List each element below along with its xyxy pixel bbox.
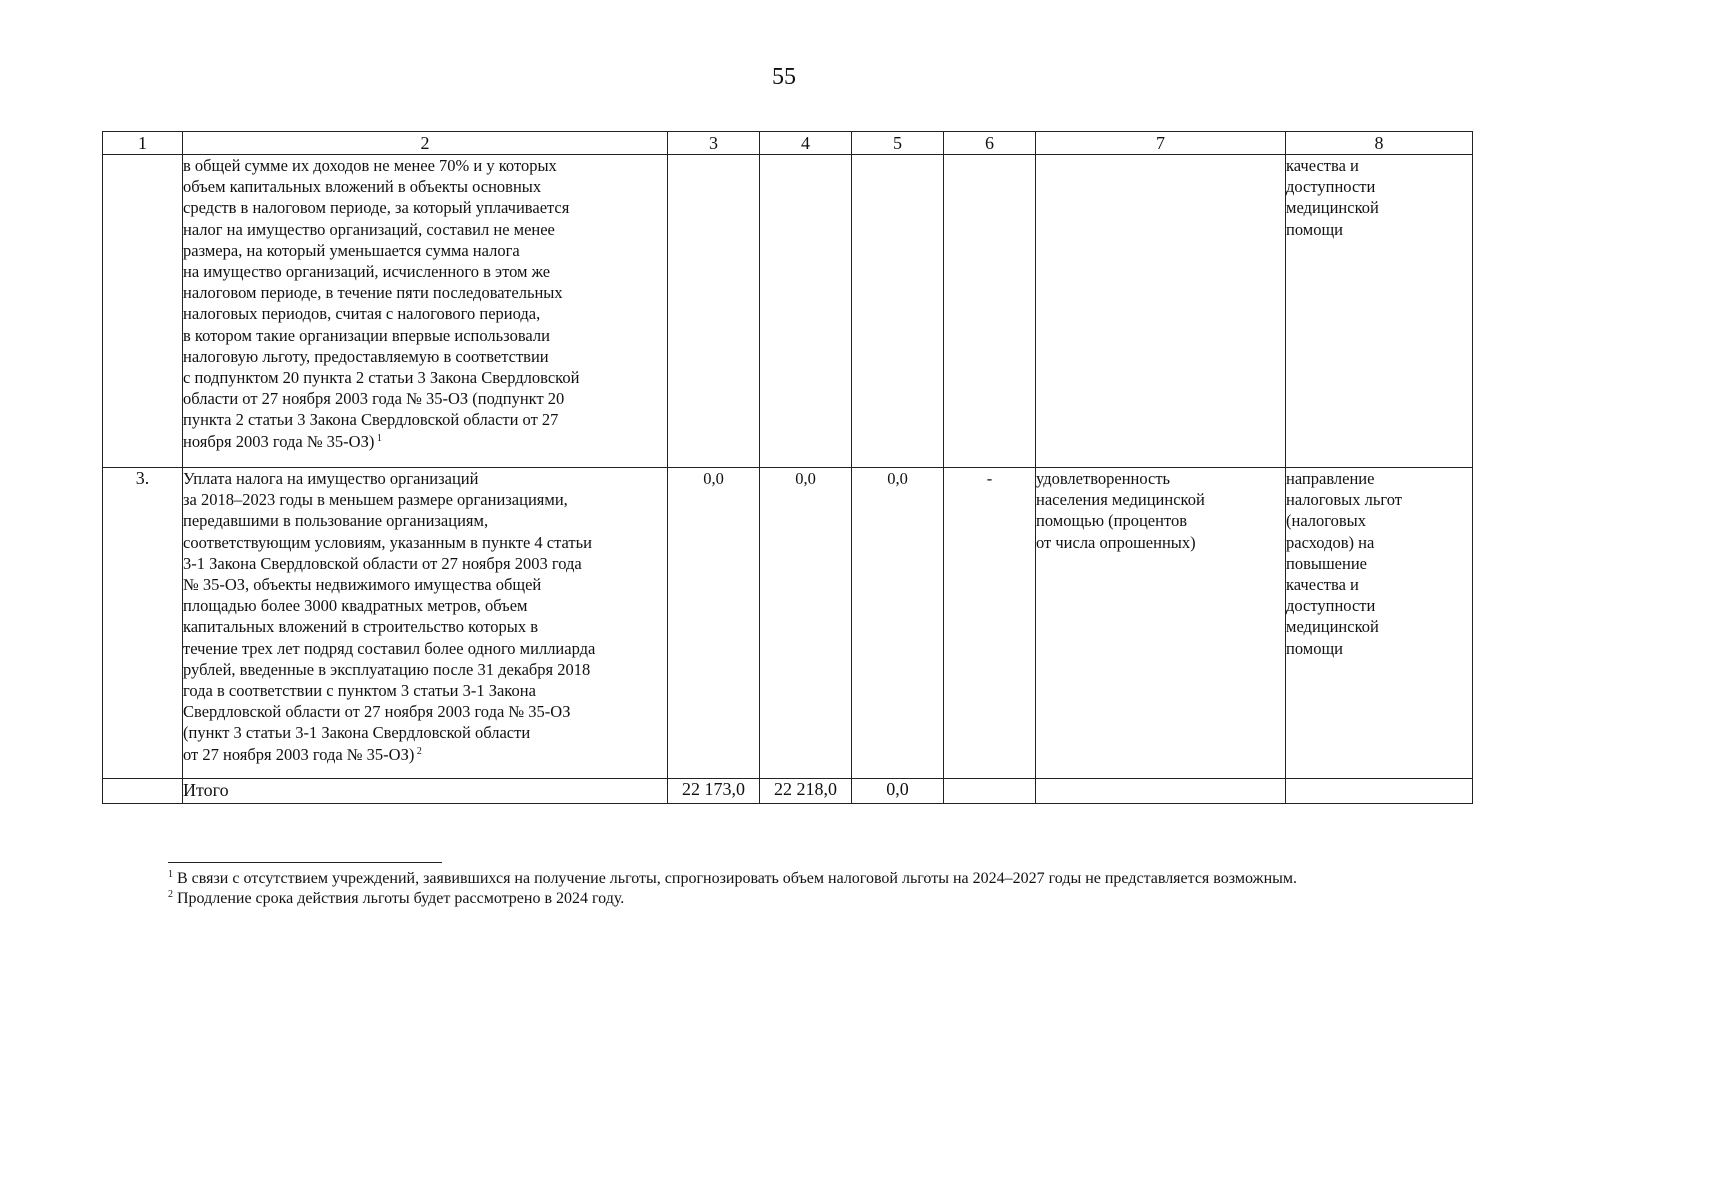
indicator-cell (1036, 468, 1286, 779)
column-number: 4 (760, 132, 852, 155)
footnote-mark: 2 (168, 889, 173, 900)
footnote-text: Продление срока действия льготы будет рассмотрено в 2024 году. (177, 890, 625, 907)
total-value: 22 173,0 (668, 779, 760, 804)
total-empty-cell (944, 779, 1036, 804)
value-cell: 0,0 (852, 468, 944, 779)
text-line: передавшими в пользование организациям, (183, 511, 489, 531)
page-number: 55 (772, 64, 796, 90)
value-cell: - (944, 468, 1036, 779)
text-line: пункта 2 статьи 3 Закона Свердловской области от 27 (183, 410, 559, 430)
value-cell: 0,0 (760, 468, 852, 779)
text-line: за 2018–2023 годы в меньшем размере организациями, (183, 490, 568, 510)
text-line: медицинской (1286, 617, 1379, 637)
text-line: доступности (1286, 596, 1376, 616)
text-line: налоговом периоде, в течение пяти последовательных (183, 283, 563, 303)
text-line: соответствующим условиям, указанным в пункте 4 статьи (183, 532, 592, 552)
text-line: направление (1286, 469, 1375, 488)
tax-benefits-table (102, 131, 1473, 804)
total-value: 0,0 (852, 779, 944, 804)
purpose-text (1286, 155, 1472, 240)
text-line: в общей сумме их доходов не менее 70% и у которых (183, 156, 557, 175)
total-row (103, 779, 1473, 804)
text-line: налоговую льготу, предоставляемую в соответствии (183, 346, 549, 366)
total-label: Итого (183, 779, 668, 804)
footnote-separator (168, 862, 442, 863)
text-line: налоговых периодов, считая с налогового периода, (183, 304, 541, 324)
text-line: помощи (1286, 638, 1343, 658)
footnote-1 (102, 869, 1454, 889)
footnote-text: В связи с отсутствием учреждений, заявившихся на получение льготы, спрогнозировать объем налоговой льготы на 2024–2027 годы не представляется возможным. (177, 870, 1298, 887)
column-number-row (103, 132, 1473, 155)
text-line: года в соответствии с пунктом 3 статьи 3-1 Закона (183, 681, 536, 701)
column-number: 6 (944, 132, 1036, 155)
text-line: ноября 2003 года № 35-ОЗ) $^1$ (183, 431, 382, 451)
footnote-2 (102, 889, 1454, 909)
indicator-text (1036, 468, 1285, 553)
text-line: рублей, введенные в эксплуатацию после 31 декабря 2018 (183, 659, 591, 679)
text-line: налоговых льгот (1286, 490, 1402, 510)
value-cell: 0,0 (668, 468, 760, 779)
text-line: (налоговых (1286, 511, 1367, 531)
text-line: 3-1 Закона Свердловской области от 27 ноября 2003 года (183, 553, 582, 573)
indicator-cell (1036, 155, 1286, 468)
total-empty-cell (103, 779, 183, 804)
footnote-ref: 1 (374, 432, 382, 444)
total-empty-cell (1036, 779, 1286, 804)
benefit-description-text (183, 468, 667, 765)
column-number: 2 (183, 132, 668, 155)
row-number-cell (103, 155, 183, 468)
value-cell (760, 155, 852, 468)
text-line: средств в налоговом периоде, за который уплачивается (183, 198, 570, 218)
text-line: (пункт 3 статьи 3-1 Закона Свердловской области (183, 723, 531, 743)
total-value: 22 218,0 (760, 779, 852, 804)
text-line: № 35-ОЗ, объекты недвижимого имущества общей (183, 575, 542, 595)
text-line: объем капитальных вложений в объекты основных (183, 177, 542, 197)
text-line: удовлетворенность (1036, 469, 1171, 488)
table-row-3 (103, 468, 1473, 779)
text-line: от числа опрошенных) (1036, 532, 1196, 552)
column-number: 7 (1036, 132, 1286, 155)
column-number: 1 (103, 132, 183, 155)
text-line: населения медицинской (1036, 490, 1205, 510)
column-number: 3 (668, 132, 760, 155)
total-empty-cell (1286, 779, 1473, 804)
text-line: Свердловской области от 27 ноября 2003 года № 35-ОЗ (183, 702, 571, 722)
text-line: от 27 ноября 2003 года № 35-ОЗ) $^2$ (183, 744, 422, 764)
footnote-ref: 2 (414, 745, 422, 757)
purpose-text (1286, 468, 1472, 659)
text-line: на имущество организаций, исчисленного в этом же (183, 262, 551, 282)
column-number: 5 (852, 132, 944, 155)
text-line: капитальных вложений в строительство которых в (183, 617, 539, 637)
table-row-continued (103, 155, 1473, 468)
text-line: размера, на который уменьшается сумма налога (183, 240, 520, 260)
text-line: расходов) на (1286, 532, 1375, 552)
text-line: области от 27 ноября 2003 года № 35-ОЗ (подпункт 20 (183, 389, 565, 409)
benefit-description-cell (183, 155, 668, 468)
value-cell (944, 155, 1036, 468)
text-line: повышение (1286, 553, 1367, 573)
purpose-cell (1286, 155, 1473, 468)
text-line: качества и (1286, 156, 1359, 175)
value-cell (668, 155, 760, 468)
text-line: с подпунктом 20 пункта 2 статьи 3 Закона Свердловской (183, 368, 580, 388)
benefit-description-text (183, 155, 667, 452)
column-number: 8 (1286, 132, 1473, 155)
footnotes (102, 869, 1454, 909)
text-line: помощи (1286, 219, 1343, 239)
text-line: в котором такие организации впервые использовали (183, 325, 550, 345)
text-line: налог на имущество организаций, составил не менее (183, 219, 555, 239)
text-line: доступности (1286, 177, 1376, 197)
text-line: течение трех лет подряд составил более одного миллиарда (183, 638, 596, 658)
text-line: медицинской (1286, 198, 1379, 218)
footnote-mark: 1 (168, 869, 173, 880)
text-line: площадью более 3000 квадратных метров, объем (183, 596, 528, 616)
purpose-cell (1286, 468, 1473, 779)
text-line: качества и (1286, 575, 1359, 595)
text-line: помощью (процентов (1036, 511, 1187, 531)
benefit-description-cell (183, 468, 668, 779)
row-number-cell: 3. (103, 468, 183, 779)
value-cell (852, 155, 944, 468)
text-line: Уплата налога на имущество организаций (183, 469, 479, 488)
